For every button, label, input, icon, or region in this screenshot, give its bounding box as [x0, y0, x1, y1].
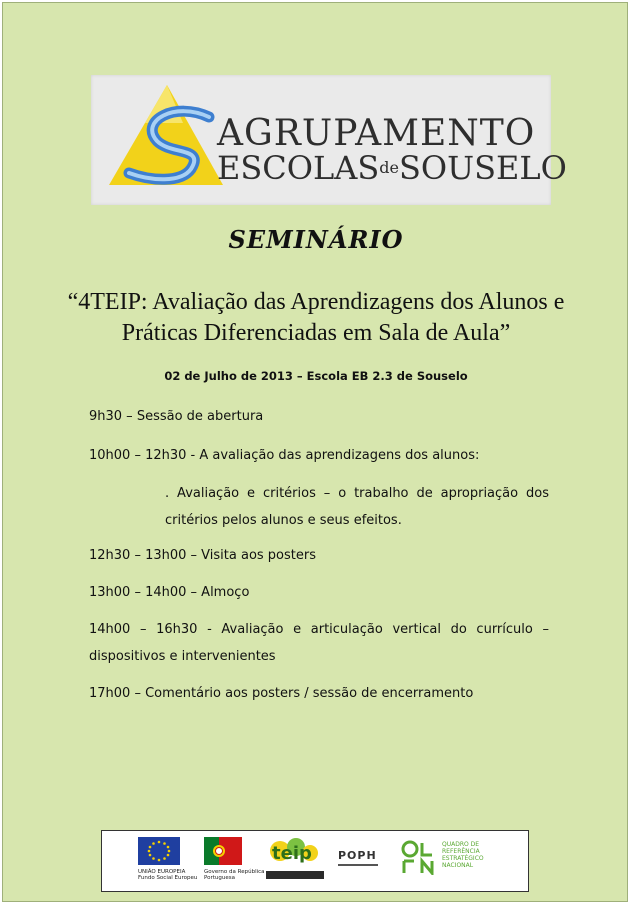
seminar-title: [63, 287, 569, 349]
program-item-lunch: 13h00 – 14h00 – Almoço: [89, 585, 250, 600]
eu-flag-icon: [138, 837, 180, 865]
eu-caption-2: Fundo Social Europeu: [138, 875, 198, 881]
teip-label: teip: [272, 843, 312, 864]
qren-label: [300, 839, 303, 840]
pt-caption-1: Governo da República: [204, 869, 265, 875]
program-item-curriculum: 14h00 – 16h30 - Avaliação e articulação vertical do currículo – dispositivos e intervenientes: [89, 622, 549, 664]
seminar-title-line2: Práticas Diferenciadas em Sala de Aula”: [121, 320, 511, 346]
program-item-assessment: 10h00 – 12h30 - A avaliação das aprendizagens dos alunos:: [89, 448, 480, 463]
logo-escolas: ESCOLAS: [217, 149, 380, 187]
logo-de: de: [379, 158, 399, 177]
sponsor-logos-bar: [101, 830, 529, 892]
pt-caption-2: Portuguesa: [204, 875, 235, 881]
logo-souselo: SOUSELO: [399, 149, 567, 187]
poph-label: POPH: [338, 849, 377, 862]
school-logo-banner: [91, 75, 567, 205]
date-location: 02 de Julho de 2013 – Escola EB 2.3 de Souselo: [164, 369, 468, 383]
teip-logo: [262, 835, 326, 885]
eu-logo: [138, 837, 197, 881]
program-subitem-criteria: . Avaliação e critérios – o trabalho de apropriação dos critérios pelos alunos e seus efeitos.: [165, 486, 549, 528]
program-item-posters: 12h30 – 13h00 – Visita aos posters: [89, 548, 316, 563]
seminar-title-line1: “4TEIP: Avaliação das Aprendizagens dos Alunos e: [67, 289, 565, 315]
qren-logo: [400, 839, 484, 879]
program-item-opening: 9h30 – Sessão de abertura: [89, 409, 264, 424]
poph-logo: [338, 849, 378, 866]
seminar-flyer: [2, 2, 628, 902]
logo-title-line2: [217, 149, 567, 187]
souselo-s-logo-icon: [105, 81, 225, 196]
page-heading: SEMINÁRIO: [228, 225, 404, 254]
program-item-closing: 17h00 – Comentário aos posters / sessão de encerramento: [89, 686, 474, 701]
poph-underline: [338, 864, 378, 866]
qren-logo-icon: [400, 839, 436, 875]
eu-caption-1: UNIÃO EUROPEIA: [138, 869, 186, 875]
qren-caption: QUADRO DE REFERÊNCIA ESTRATÉGICO NACIONAL: [442, 841, 484, 869]
portugal-flag-icon: [204, 837, 242, 865]
logo-title-line1: AGRUPAMENTO: [217, 113, 536, 154]
portugal-logo: [204, 837, 265, 881]
